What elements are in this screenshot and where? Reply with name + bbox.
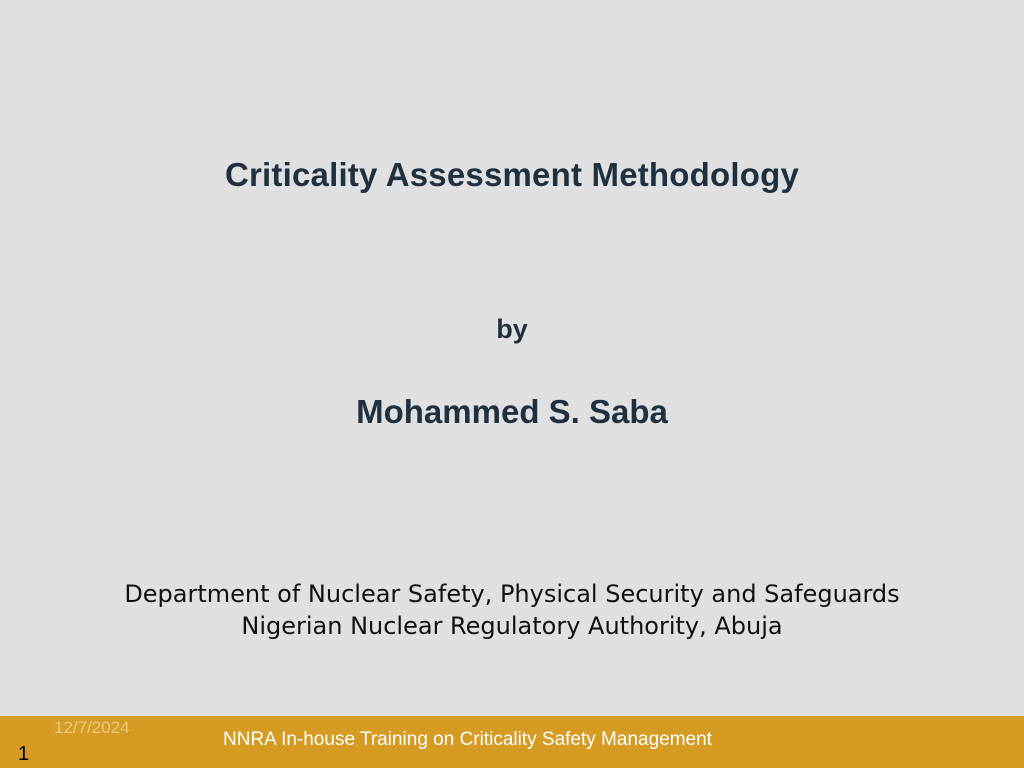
slide-title: Criticality Assessment Methodology xyxy=(224,156,800,193)
affiliation xyxy=(0,578,1024,642)
affiliation-line-2: Nigerian Nuclear Regulatory Authority, Abuja xyxy=(241,612,783,640)
author-name: Mohammed S. Saba xyxy=(356,393,668,430)
footer-date: 12/7/2024 xyxy=(54,718,130,737)
affiliation-line-1: Department of Nuclear Safety, Physical Security and Safeguards xyxy=(124,580,900,608)
footer-text: NNRA In-house Training on Criticality Safety Management xyxy=(223,729,712,750)
slide-number: 1 xyxy=(18,743,30,765)
footer-bar xyxy=(0,716,1024,768)
by-label: by xyxy=(496,314,528,344)
